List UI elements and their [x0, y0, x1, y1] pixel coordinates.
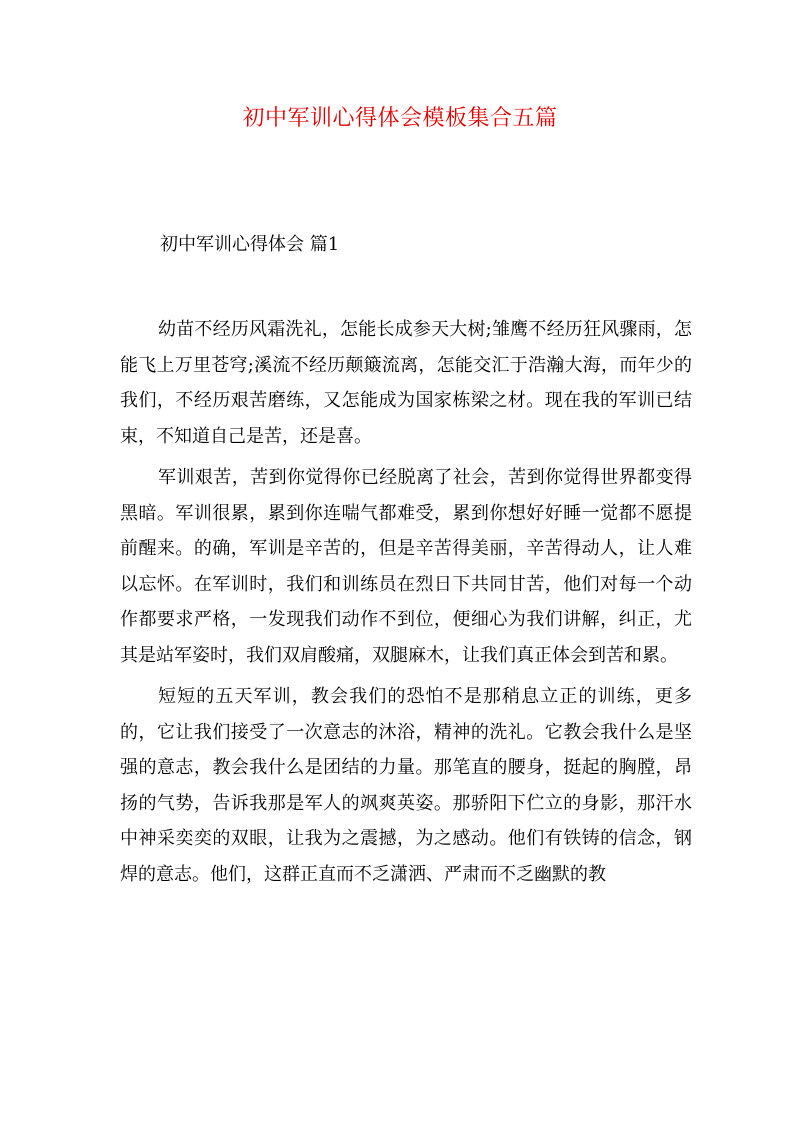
document-title: 初中军训心得体会模板集合五篇	[242, 106, 558, 131]
paragraph: 军训艰苦，苦到你觉得你已经脱离了社会，苦到你觉得世界都变得黑暗。军训很累，累到你连喘气都难受，累到你想好好睡一觉都不愿提前醒来。的确，军训是辛苦的，但是辛苦得美丽，辛苦得动人，让人难以忘怀。在军训时，我们和训练员在烈日下共同甘苦，他们对每一个动作都要求严格，一发现我们动作不到位，便细心为我们讲解，纠正，尤其是站军姿时，我们双肩酸痛，双腿麻木，让我们真正体会到苦和累。	[120, 467, 692, 666]
paragraph: 短短的五天军训，教会我们的恐怕不是那稍息立正的训练，更多的，它让我们接受了一次意志的沐浴，精神的洗礼。它教会我什么是坚强的意志，教会我什么是团结的力量。那笔直的腰身，挺起的胸膛，昂扬的气势，告诉我那是军人的飒爽英姿。那骄阳下伫立的身影，那汗水中神采奕奕的双眼，让我为之震撼，为之感动。他们有铁铸的信念，钢焊的意志。他们，这群正直而不乏潇洒、严肃而不乏幽默的教	[120, 686, 692, 885]
paragraph: 幼苗不经历风霜洗礼，怎能长成参天大树;雏鹰不经历狂风骤雨，怎能飞上万里苍穹;溪流不经历颠簸流离，怎能交汇于浩瀚大海，而年少的我们，不经历艰苦磨练，又怎能成为国家栋梁之材。现在我的军训已结束，不知道自己是苦，还是喜。	[120, 319, 692, 447]
section-heading: 初中军训心得体会 篇1	[160, 234, 340, 255]
document-body	[120, 312, 692, 898]
